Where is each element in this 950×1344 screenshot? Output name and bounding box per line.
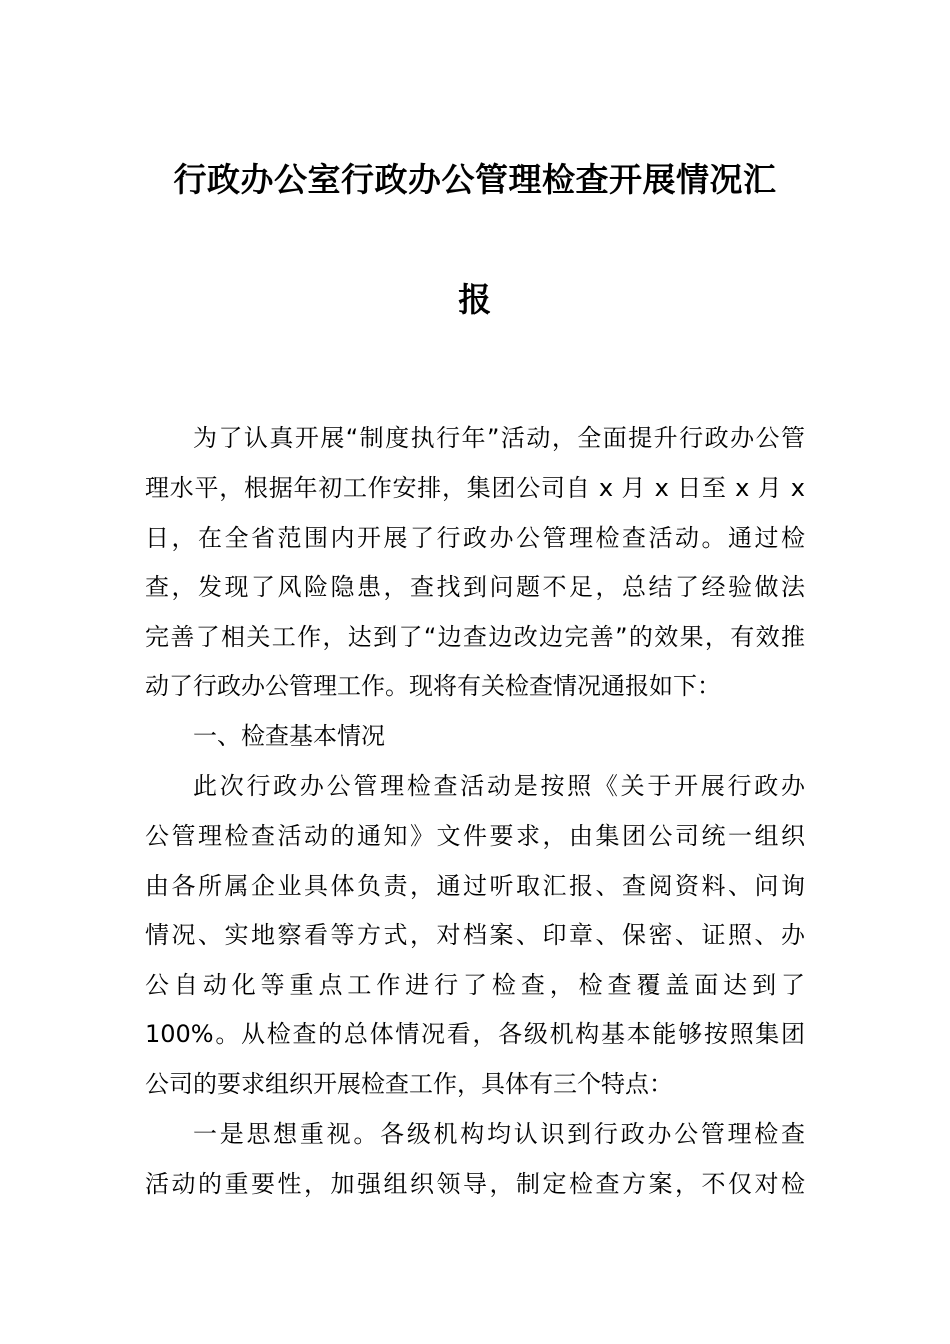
document-title-line-1: 行政办公室行政办公管理检查开展情况汇 xyxy=(173,160,777,199)
text-line: 查，发现了风险隐患，查找到问题不足，总结了经验做法 xyxy=(145,573,805,601)
document-title-line-2: 报 xyxy=(458,280,492,319)
text-line: 公管理检查活动的通知》文件要求，由集团公司统一组织 xyxy=(145,822,805,850)
section-heading: 一、检查基本情况 xyxy=(193,722,385,750)
text-line: 日，在全省范围内开展了行政办公管理检查活动。通过检 xyxy=(145,524,805,552)
text-line: 此次行政办公管理检查活动是按照《关于开展行政办 xyxy=(193,772,805,800)
text-line: 由各所属企业具体负责，通过听取汇报、查阅资料、问询 xyxy=(145,872,805,900)
text-line: 为了认真开展“制度执行年”活动，全面提升行政办公管 xyxy=(193,424,805,452)
text-line: 完善了相关工作，达到了“边查边改边完善”的效果，有效推 xyxy=(145,623,805,651)
text-line: 公自动化等重点工作进行了检查，检查覆盖面达到了 xyxy=(145,971,805,999)
text-line: 活动的重要性，加强组织领导，制定检查方案，不仅对检 xyxy=(145,1170,805,1198)
text-line: 动了行政办公管理工作。现将有关检查情况通报如下： xyxy=(145,672,721,700)
text-line: 100%。从检查的总体情况看，各级机构基本能够按照集团 xyxy=(145,1020,805,1048)
text-line: 理水平，根据年初工作安排，集团公司自 x 月 x 日至 x 月 x xyxy=(145,474,805,502)
text-line: 情况、实地察看等方式，对档案、印章、保密、证照、办 xyxy=(145,921,805,949)
text-line: 一是思想重视。各级机构均认识到行政办公管理检查 xyxy=(193,1120,805,1148)
text-line: 公司的要求组织开展检查工作，具体有三个特点： xyxy=(145,1070,673,1098)
